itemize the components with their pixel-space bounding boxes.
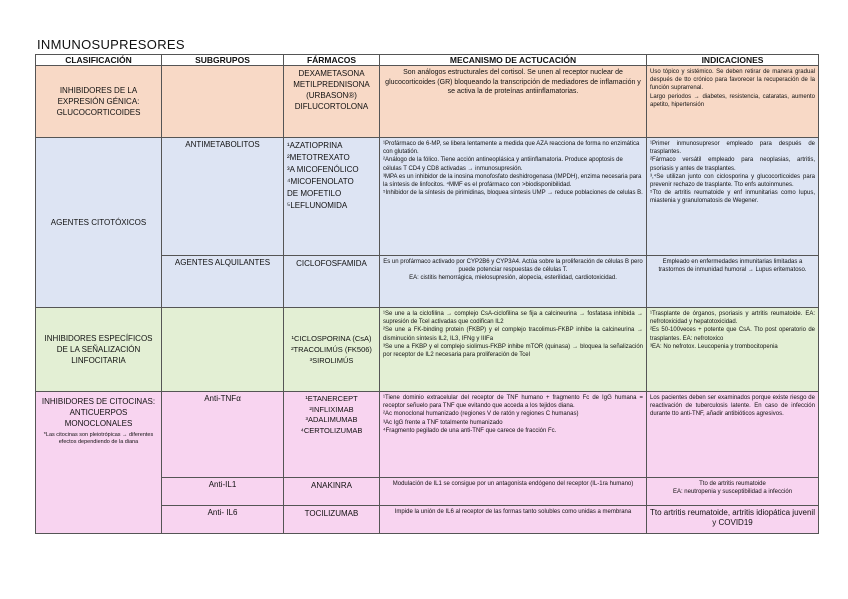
- table-row: [36, 138, 819, 256]
- farmacos-cell: [284, 478, 380, 506]
- mecanismo-text: ³MPA es un inhibidor de la inosina monofosfato deshidrogenasa (IMPDH), enzima necesaria para la síntesis de linfocitos. ⁴MMF es el profármaco con >biodisponibilidad.: [383, 173, 642, 189]
- indicacion-text: Largo periodos → diabetes, resistencia, cataratas, aumento apetito, hipertensión: [650, 93, 815, 108]
- farmacos-cell: [284, 392, 380, 478]
- drug-name: ¹CICLOSPORINA (CsA): [291, 334, 372, 343]
- indicacion-text: ²Fármaco versátil empleado para neoplasias, artritis, psoriasis y antes de trasplantes.: [650, 157, 815, 172]
- table-row: [36, 66, 819, 138]
- drug-name: ⁴CERTOLIZUMAB: [300, 425, 363, 435]
- mecanismo-cell: Son análogos estructurales del cortisol. Se unen al receptor nuclear de glucocorticoides (GR) bloqueando la transcripción de mediadores de inflamación y se activa la de proteínas antiinflamatorias.: [380, 66, 647, 138]
- table-row: [36, 308, 819, 392]
- indicacion-text: ¹Trasplante de órganos, psoriasis y artritis reumatoide. EA: nefrotoxicidad y hepatotoxicidad.: [650, 311, 815, 326]
- mecanismo-cell: [380, 308, 647, 392]
- drug-name: METILPREDNISONA: [293, 80, 370, 89]
- indicaciones-cell: [647, 66, 819, 138]
- mecanismo-cell: Impide la unión de IL6 al receptor de las formas tanto solubles como unidas a membrana: [380, 506, 647, 534]
- drug-name: ³A MICOFENÓLICO: [287, 165, 359, 174]
- header-indicaciones: INDICACIONES: [647, 55, 819, 66]
- indicaciones-cell: Los pacientes deben ser examinados porque existe riesgo de reactivación de tuberculosis latente. En caso de infección durante tto anti-TNF, añadir antibióticos agresivos.: [647, 392, 819, 478]
- indicacion-text: ³,⁴Se utilizan junto con ciclosporina y glucocorticoides para prevenir rechazo de trasplante. Tto enfs autoinmunes.: [650, 173, 815, 189]
- indicacion-text: ²Es 50-100veces + potente que CsA. Tto post operatorio de trasplantes. EA: nefrotoxico: [650, 327, 815, 342]
- farmacos-cell: [284, 256, 380, 308]
- indicacion-text: Uso tópico y sistémico. Se deben retirar de manera gradual después de tto crónico para favorecer la recuperación de la función suprarrenal.: [650, 69, 815, 92]
- header-mecanismo: MECANISMO DE ACTUCACIÓN: [380, 55, 647, 66]
- mecanismo-text: ⁵Inhibidor de la síntesis de pirimidinas, bloquea síntesis UMP → reduce poblaciones de celulas B.: [383, 190, 643, 197]
- drug-name: DIFLUCORTOLONA: [294, 102, 369, 111]
- mecanismo-cell: Modulación de IL1 se consigue por un antagonista endógeno del receptor (IL-1ra humano): [380, 478, 647, 506]
- clasificacion-text: INHIBIDORES DE CITOCINAS: ANTICUERPOS MONOCLONALES: [41, 397, 156, 428]
- farmacos-cell: [284, 308, 380, 392]
- indicaciones-cell: Empleado en enfermedades inmunitarias limitadas a trastornos de inmunidad humoral → Lupus eritematoso.: [647, 256, 819, 308]
- drug-name: TOCILIZUMAB: [304, 509, 359, 518]
- drug-name: DEXAMETASONA: [298, 69, 365, 78]
- subgrupo-cell: AGENTES ALQUILANTES: [162, 256, 284, 308]
- mecanismo-cell: [380, 392, 647, 478]
- clasificacion-cell: AGENTES CITOTÓXICOS: [36, 138, 162, 308]
- citocinas-note: *Las citocinas son pleiotrópicas → diferentes efectos dependiendo de la diana: [43, 432, 154, 445]
- indicacion-text: EA: neutropenia y susceptibilidad a infección: [672, 489, 793, 496]
- farmacos-cell: [284, 506, 380, 534]
- indicacion-text: Tto de artritis reumatoide: [699, 481, 766, 487]
- drug-name: (URBASON®): [306, 91, 357, 100]
- mecanismo-text: EA: cistitis hemorrágica, mielosupresión, alopecia, esterilidad, cardiotoxicidad.: [409, 275, 617, 282]
- subgrupo-cell: Anti-TNFα: [162, 392, 284, 478]
- header-clasificacion: CLASIFICACIÓN: [36, 55, 162, 66]
- mecanismo-text: ³Se une a FKBP y el complejo siolimus-FKBP inhibe mTOR (quinasa) → bloquea la señalización por receptor de IL2 necesaria para proliferación de Tcel: [383, 343, 643, 359]
- mecanismo-text: ³Ac IgG frente a TNF totalmente humanizado: [383, 419, 503, 426]
- indicaciones-cell: [647, 308, 819, 392]
- drug-name: ³ADALIMUMAB: [305, 415, 358, 424]
- drug-name: ANAKINRA: [311, 481, 352, 490]
- clasificacion-cell: INHIBIDORES DE LA EXPRESIÓN GÉNICA: GLUCOCORTICOIDES: [36, 66, 162, 138]
- indicacion-text: ³EA: No nefrotox. Leucopenia y trombocitopenia: [650, 343, 778, 350]
- mecanismo-text: Es un profármaco activado por CYP2B6 y CYP3A4. Actúa sobre la proliferación de células B pero puede potenciar respuestas de células T.: [383, 259, 643, 274]
- drug-name: ¹AZATIOPRINA: [287, 141, 343, 150]
- drug-name: ⁵LEFLUNOMIDA: [287, 201, 348, 210]
- subgrupo-cell: Anti- IL6: [162, 506, 284, 534]
- clasificacion-cell: INHIBIDORES ESPECÍFICOS DE LA SEÑALIZACIÓN LINFOCITARIA: [36, 308, 162, 392]
- mecanismo-text: ²Análogo de la fólico. Tiene acción antineoplásica y antiinflamatoria. Produce apoptosis de células T CD4 y CD8 activadas → inmunosupresión.: [383, 157, 623, 172]
- drug-name: ⁴MICOFENOLATO: [287, 177, 354, 186]
- drug-name: ²METOTREXATO: [287, 153, 350, 162]
- clasificacion-cell: [36, 392, 162, 534]
- drug-name: ²TRACOLIMÚS (FK506): [291, 345, 372, 354]
- header-subgrupos: SUBGRUPOS: [162, 55, 284, 66]
- mecanismo-text: ²Ac monoclonal humanizado (regiones V de ratón y regiones C humanas): [383, 411, 579, 418]
- subgrupo-cell: [162, 66, 284, 138]
- mecanismo-text: ¹Se une a la ciclofilina → complejo CsA-ciclofilina se fija a calcineurina → fosfatasa inhibida → supresión de Tcel activadas que codifican IL2: [383, 311, 643, 326]
- mecanismo-text: ¹Profármaco de 6-MP, se libera lentamente a medida que AZA reacciona de forma no enzimática con glutatión.: [383, 141, 640, 156]
- mecanismo-cell: [380, 138, 647, 256]
- table-header-row: [36, 55, 819, 66]
- subgrupo-cell: [162, 308, 284, 392]
- drug-name: DE MOFETILO: [287, 189, 342, 198]
- subgrupo-cell: Anti-IL1: [162, 478, 284, 506]
- farmacos-cell: [284, 66, 380, 138]
- indicaciones-cell: Tto artritis reumatoide, artritis idiopática juvenil y COVID19: [647, 506, 819, 534]
- subgrupo-cell: ANTIMETABOLITOS: [162, 138, 284, 256]
- farmacos-cell: [284, 138, 380, 256]
- drug-name: ³SIROLIMÚS: [309, 356, 354, 365]
- header-farmacos: FÁRMACOS: [284, 55, 380, 66]
- drug-name: ¹ETANERCEPT: [305, 394, 358, 403]
- indicaciones-cell: [647, 138, 819, 256]
- immunosuppressants-table: [35, 54, 819, 534]
- mecanismo-text: ²Se une a FK-binding protein (FKBP) y el complejo tracolimus-FKBP inhibe la calcineurina → disminución síntesis IL2, IL3, IFNg y IIIFa: [383, 327, 643, 342]
- indicacion-text: ¹Primer inmunosupresor empleado para después de trasplantes.: [650, 141, 815, 156]
- indicacion-text: ⁵Tto de artritis reumatoide y enf inmunitarias como lupus, miastenia y granulomatosis de Wegener.: [650, 190, 815, 205]
- page-title: INMUNOSUPRESORES: [37, 37, 185, 52]
- indicaciones-cell: [647, 478, 819, 506]
- mecanismo-cell: [380, 256, 647, 308]
- drug-name: CICLOFOSFAMIDA: [296, 259, 367, 268]
- table-row: [36, 392, 819, 478]
- mecanismo-text: ⁴Fragmento pegilado de una anti-TNF que carece de fracción Fc.: [383, 427, 557, 434]
- mecanismo-text: ¹Tiene dominio extracelular del receptor de TNF humano + fragmento Fc de IgG humana = receptor señuelo para TNF que evitando que acceda a los tejidos diana.: [383, 395, 643, 410]
- drug-name: ²INFLIXIMAB: [309, 404, 354, 414]
